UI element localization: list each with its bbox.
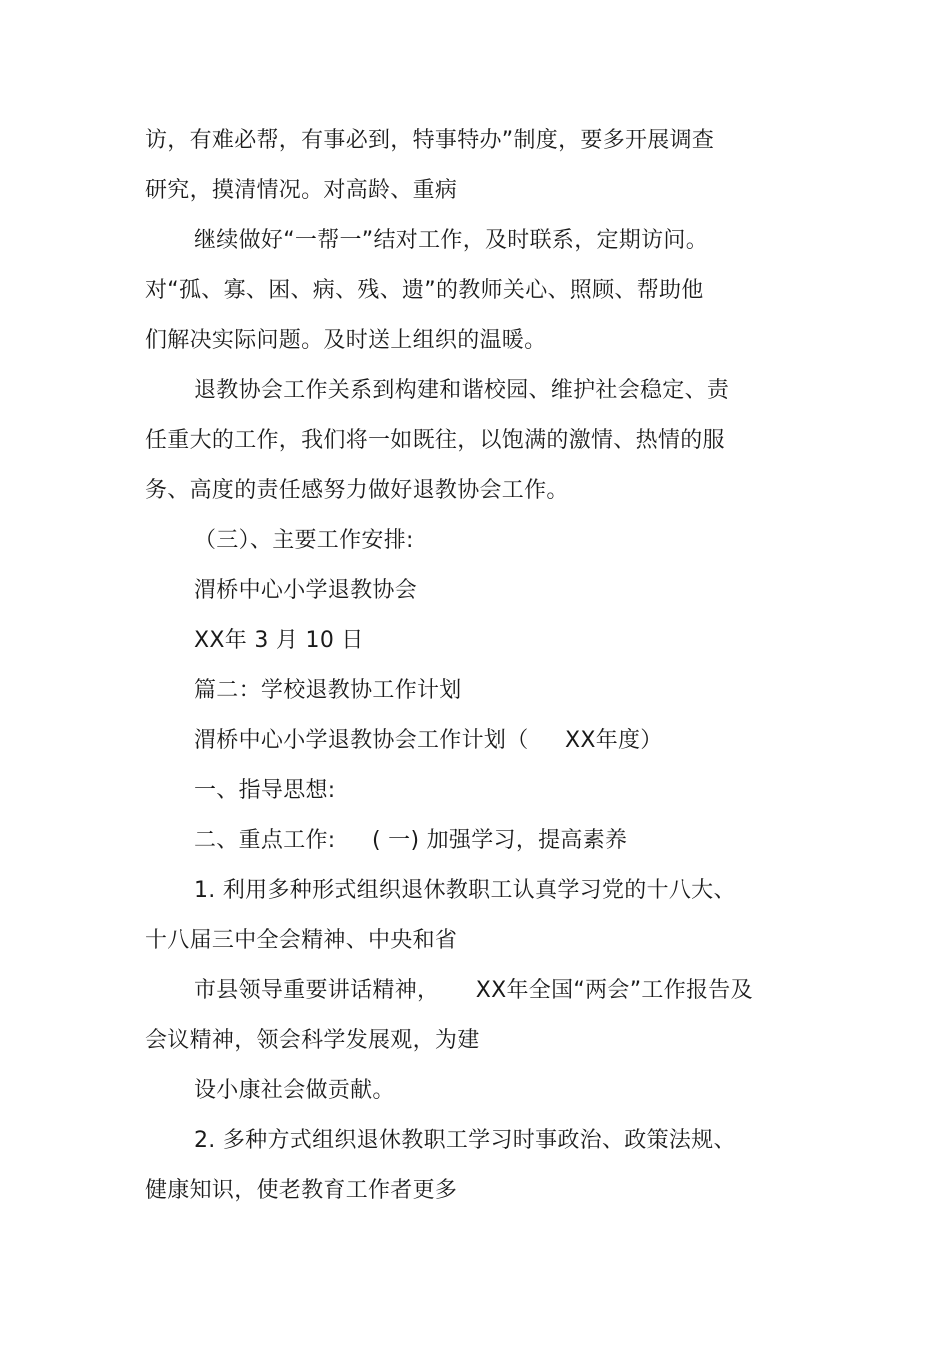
text-line: 务、高度的责任感努力做好退教协会工作。 bbox=[145, 478, 569, 503]
text-line: 2. 多种方式组织退休教职工学习时事政治、政策法规、 bbox=[194, 1128, 736, 1153]
document-date: XX年 3 月 10 日 bbox=[194, 628, 364, 653]
text-line: 市县领导重要讲话精神， XX年全国“两会”工作报告及 bbox=[194, 978, 753, 1003]
chapter-title: 篇二：学校退教协工作计划 bbox=[194, 678, 462, 703]
text-line: 退教协会工作关系到构建和谐校园、维护社会稳定、责 bbox=[194, 378, 730, 403]
text-line: 任重大的工作，我们将一如既往，以饱满的激情、热情的服 bbox=[145, 428, 725, 453]
plan-title: 渭桥中心小学退教协会工作计划（ XX年度） bbox=[194, 728, 663, 753]
section-heading: 二、重点工作: ( 一) 加强学习，提高素养 bbox=[194, 828, 628, 853]
text-line: 访，有难必帮，有事必到，特事特办”制度，要多开展调查 bbox=[145, 128, 715, 153]
text-line: 健康知识，使老教育工作者更多 bbox=[145, 1178, 458, 1203]
text-line: 设小康社会做贡献。 bbox=[194, 1078, 395, 1103]
text-line: 们解决实际问题。及时送上组织的温暖。 bbox=[145, 328, 547, 353]
text-line: 研究，摸清情况。对高龄、重病 bbox=[145, 178, 458, 203]
text-line: 十八届三中全会精神、中央和省 bbox=[145, 928, 458, 953]
text-line: 1. 利用多种形式组织退休教职工认真学习党的十八大、 bbox=[194, 878, 736, 903]
section-heading: 一、指导思想: bbox=[194, 778, 336, 803]
text-line: 继续做好“一帮一”结对工作，及时联系，定期访问。 bbox=[194, 228, 708, 253]
section-heading: （三）、主要工作安排: bbox=[194, 528, 414, 553]
organization-name: 渭桥中心小学退教协会 bbox=[194, 578, 418, 603]
text-line: 会议精神，领会科学发展观，为建 bbox=[145, 1028, 480, 1053]
text-line: 对“孤、寡、困、病、残、遗”的教师关心、照顾、帮助他 bbox=[145, 278, 704, 303]
